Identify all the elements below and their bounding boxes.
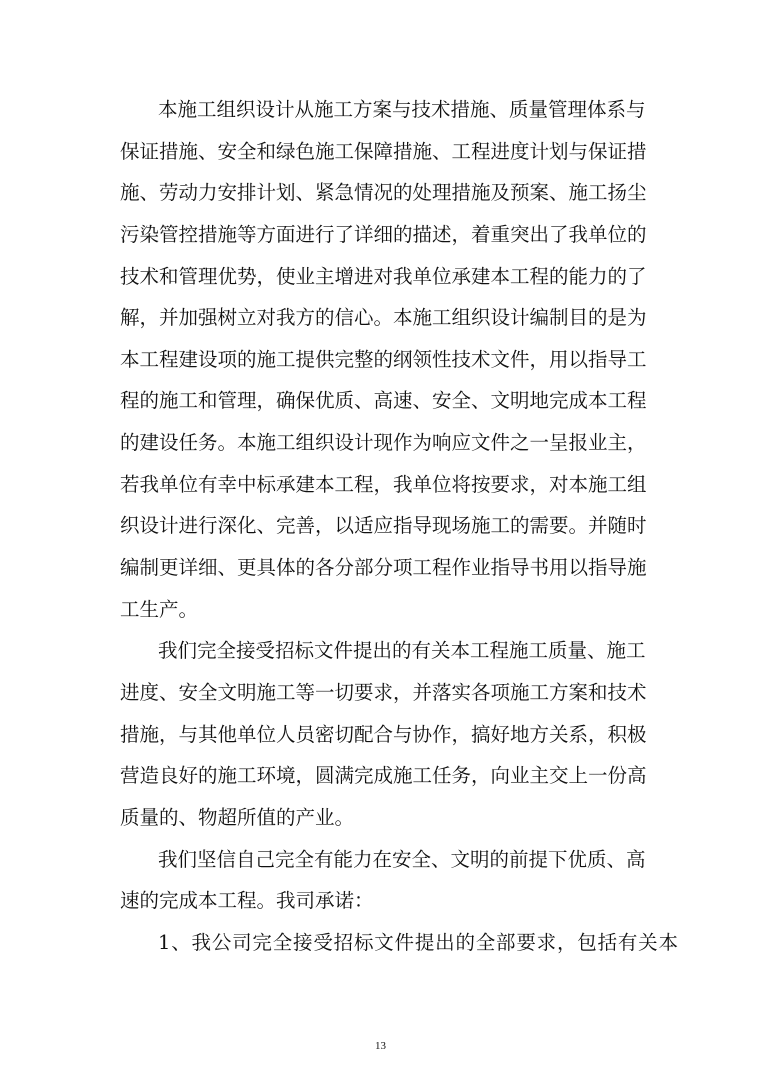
text-line: 施、劳动力安排计划、紧急情况的处理措施及预案、施工扬尘 [120, 181, 647, 205]
text-line: 我们坚信自己完全有能力在安全、文明的前提下优质、高 [158, 847, 646, 871]
paragraph-3 [120, 839, 646, 922]
text-line: 质量的、物超所值的产业。 [120, 805, 355, 829]
text-line: 工生产。 [120, 597, 199, 621]
text-line: 进度、安全文明施工等一切要求，并落实各项施工方案和技术 [120, 680, 647, 704]
text-line: 的建设任务。本施工组织设计现作为响应文件之一呈报业主， [120, 431, 647, 455]
paragraph-1 [120, 89, 647, 630]
text-line: 编制更详细、更具体的各分部分项工程作业指导书用以指导施 [120, 556, 647, 580]
text-line: 织设计进行深化、完善，以适应指导现场施工的需要。并随时 [120, 514, 647, 538]
text-line: 我们完全接受招标文件提出的有关本工程施工质量、施工 [158, 639, 646, 663]
text-line: 污染管控措施等方面进行了详细的描述，着重突出了我单位的 [120, 222, 647, 246]
text-line: 营造良好的施工环境，圆满完成施工任务，向业主交上一份高 [120, 764, 647, 788]
paragraph-2 [120, 630, 647, 838]
text-line: 保证措施、安全和绿色施工保障措施、工程进度计划与保证措 [120, 139, 647, 163]
page-number: 13 [375, 1040, 386, 1052]
text-line: 解，并加强树立对我方的信心。本施工组织设计编制目的是为 [120, 306, 647, 330]
text-line: 技术和管理优势，使业主增进对我单位承建本工程的能力的了 [120, 264, 647, 288]
paragraph-4 [120, 922, 678, 964]
text-line: 本施工组织设计从施工方案与技术措施、质量管理体系与 [158, 98, 646, 121]
text-line: 速的完成本工程。我司承诺： [120, 889, 374, 913]
text-line: 本工程建设项的施工提供完整的纲领性技术文件，用以指导工 [120, 347, 647, 371]
document-body [120, 89, 678, 963]
text-line: 若我单位有幸中标承建本工程，我单位将按要求，对本施工组 [120, 472, 647, 496]
text-line: 1、我公司完全接受招标文件提出的全部要求，包括有关本 [158, 930, 678, 954]
text-line: 程的施工和管理，确保优质、高速、安全、文明地完成本工程 [120, 389, 647, 413]
text-line: 措施，与其他单位人员密切配合与协作，搞好地方关系，积极 [120, 722, 647, 746]
